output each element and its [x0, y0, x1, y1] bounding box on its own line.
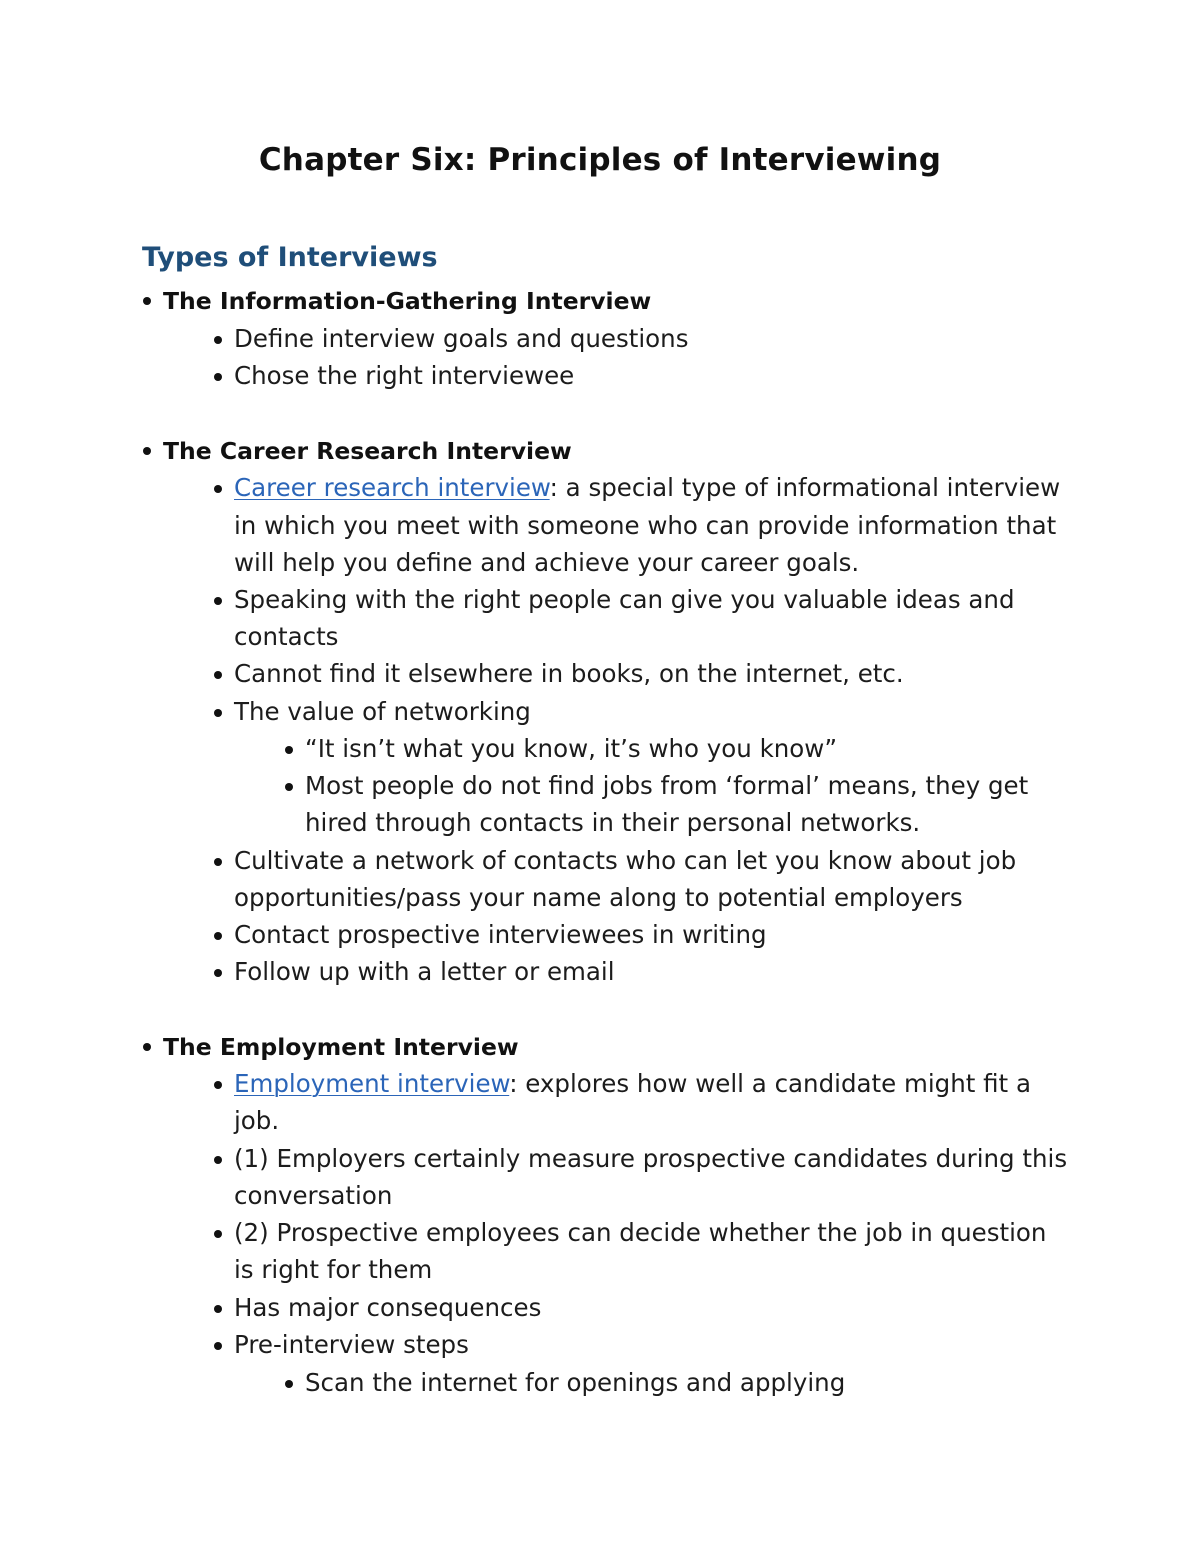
- list-item-continuation: hired through contacts in their personal networks.: [305, 808, 921, 837]
- bullet-icon: [214, 336, 222, 344]
- list-item: (1) Employers certainly measure prospective candidates during this: [234, 1144, 1068, 1173]
- bullet-icon: [214, 485, 222, 493]
- list-item: Follow up with a letter or email: [234, 957, 615, 986]
- bullet-icon: [214, 709, 222, 717]
- bullet-icon: [214, 1342, 222, 1350]
- bullet-icon: [214, 373, 222, 381]
- bullet-icon: [143, 447, 151, 455]
- list-item: The value of networking: [234, 697, 531, 726]
- bullet-icon: [214, 932, 222, 940]
- list-item-continuation: is right for them: [234, 1255, 433, 1284]
- bullet-icon: [214, 1156, 222, 1164]
- list-item-nested: Most people do not find jobs from ‘formal’ means, they get: [305, 771, 1029, 800]
- bullet-icon: [214, 597, 222, 605]
- list-item-continuation: opportunities/pass your name along to potential employers: [234, 883, 963, 912]
- list-item: Define interview goals and questions: [234, 324, 689, 353]
- bullet-icon: [214, 1230, 222, 1238]
- bullet-icon: [214, 1081, 222, 1089]
- definition-text: : explores how well a candidate might fit a: [509, 1069, 1031, 1098]
- list-item-employment: The Employment Interview: [163, 1033, 519, 1061]
- list-item-definition: [234, 1069, 1031, 1099]
- list-item: (2) Prospective employees can decide whether the job in question: [234, 1218, 1047, 1247]
- section-heading: Types of Interviews: [142, 242, 438, 273]
- list-item-continuation: job.: [234, 1106, 280, 1135]
- bullet-icon: [214, 858, 222, 866]
- bullet-icon: [214, 1305, 222, 1313]
- bullet-icon: [214, 671, 222, 679]
- list-item-info-gathering: The Information-Gathering Interview: [163, 287, 652, 315]
- bullet-icon: [214, 969, 222, 977]
- list-item-continuation: contacts: [234, 622, 339, 651]
- list-item: Cultivate a network of contacts who can let you know about job: [234, 846, 1017, 875]
- list-item: Contact prospective interviewees in writing: [234, 920, 767, 949]
- career-research-term-link[interactable]: Career research interview: [234, 473, 550, 502]
- definition-text: : a special type of informational interview: [549, 473, 1061, 502]
- list-item: Chose the right interviewee: [234, 361, 575, 390]
- list-item: Cannot find it elsewhere in books, on the internet, etc.: [234, 659, 904, 688]
- list-item: Has major consequences: [234, 1293, 542, 1322]
- list-item-nested: Scan the internet for openings and applying: [305, 1368, 846, 1397]
- list-item: Speaking with the right people can give you valuable ideas and: [234, 585, 1015, 614]
- bullet-icon: [143, 1043, 151, 1051]
- bullet-icon: [285, 783, 293, 791]
- employment-term-link[interactable]: Employment interview: [234, 1069, 510, 1098]
- list-item-continuation: conversation: [234, 1181, 393, 1210]
- list-item-career-research: The Career Research Interview: [163, 437, 572, 465]
- list-item-nested: “It isn’t what you know, it’s who you know”: [305, 734, 838, 763]
- list-item-definition: [234, 473, 1060, 503]
- list-item: Pre-interview steps: [234, 1330, 469, 1359]
- list-item-continuation: will help you define and achieve your career goals.: [234, 548, 860, 577]
- bullet-icon: [285, 1380, 293, 1388]
- list-item-continuation: in which you meet with someone who can provide information that: [234, 511, 1057, 540]
- page-title: Chapter Six: Principles of Interviewing: [258, 142, 942, 178]
- bullet-icon: [143, 297, 151, 305]
- bullet-icon: [285, 746, 293, 754]
